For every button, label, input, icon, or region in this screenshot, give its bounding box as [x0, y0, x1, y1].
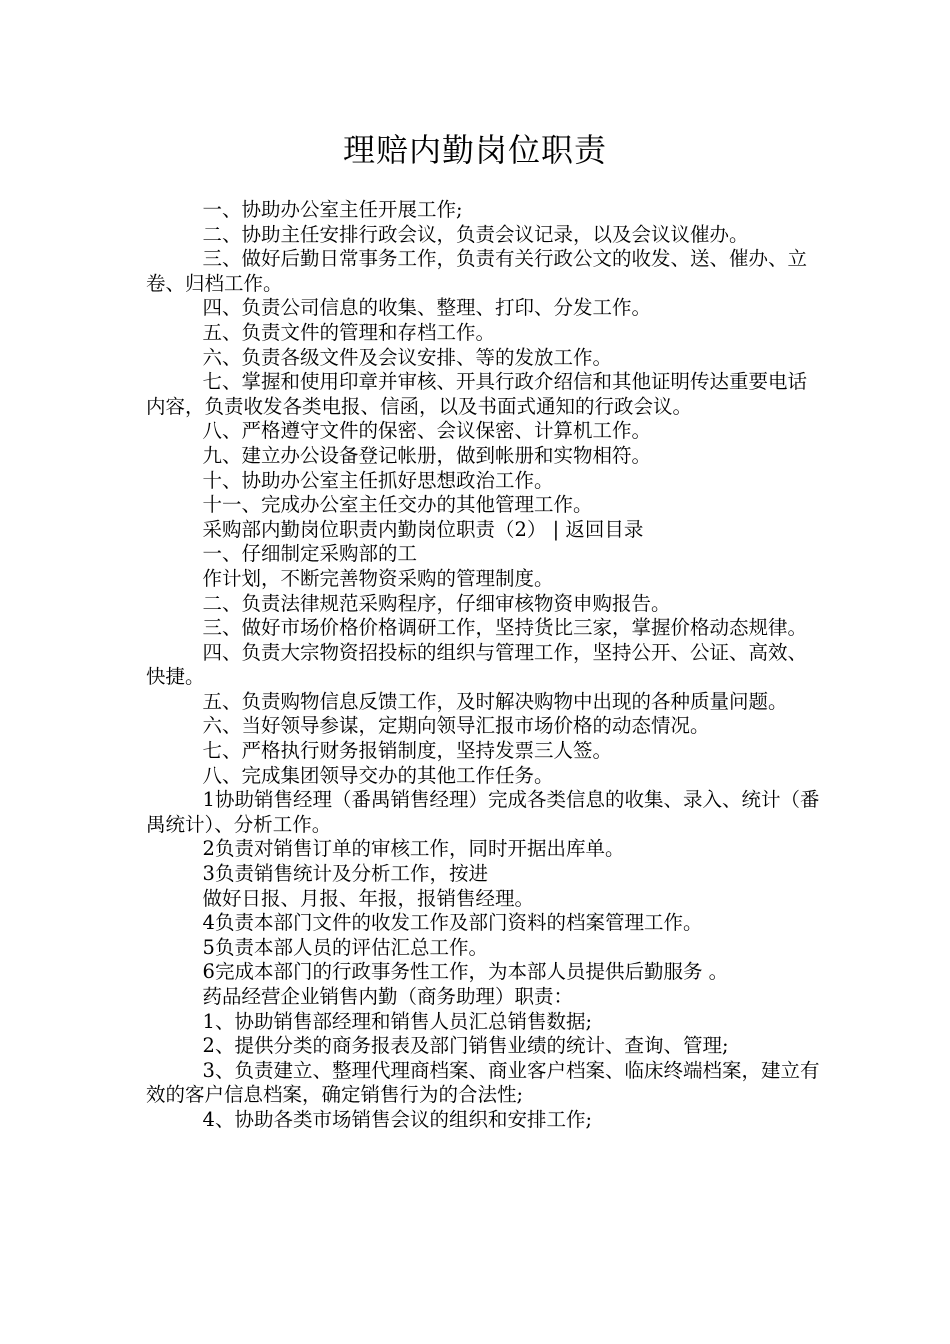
paragraph: 四、负责公司信息的收集、整理、打印、分发工作。 — [202, 296, 652, 320]
paragraph: 4负责本部门文件的收发工作及部门资料的档案管理工作。 — [202, 911, 703, 935]
paragraph: 2、提供分类的商务报表及部门销售业绩的统计、查询、管理; — [202, 1034, 729, 1058]
paragraph: 五、负责购物信息反馈工作，及时解决购物中出现的各种质量问题。 — [202, 689, 788, 713]
paragraph: 六、负责各级文件及会议安排、等的发放工作。 — [202, 345, 613, 369]
paragraph: 十、协助办公室主任抓好思想政治工作。 — [202, 468, 554, 492]
paragraph: 三、做好市场价格价格调研工作，坚持货比三家，掌握价格动态规律。 — [202, 616, 808, 640]
paragraph: 二、协助主任安排行政会议，负责会议记录，以及会议议催办。 — [202, 222, 749, 246]
paragraph: 一、仔细制定采购部的工 — [202, 542, 418, 566]
paragraph: 采购部内勤岗位职责内勤岗位职责（2） | 返回目录 — [202, 517, 644, 541]
paragraph: 作计划，不断完善物资采购的管理制度。 — [202, 566, 554, 590]
paragraph: 九、建立办公设备登记帐册，做到帐册和实物相符。 — [202, 443, 652, 467]
paragraph: 七、掌握和使用印章并审核、开具行政介绍信和其他证明传达重要电话内容，负责收发各类电报、信函，以及书面式通知的行政会议。 — [146, 370, 808, 418]
paragraph: 3、负责建立、整理代理商档案、商业客户档案、临床终端档案，建立有效的客户信息档案，确定销售行为的合法性; — [146, 1058, 820, 1107]
paragraph: 六、当好领导参谋，定期向领导汇报市场价格的动态情况。 — [202, 714, 710, 738]
paragraph: 2负责对销售订单的审核工作，同时开据出库单。 — [202, 837, 625, 861]
paragraph: 1、协助销售部经理和销售人员汇总销售数据; — [202, 1009, 593, 1033]
document-body — [146, 198, 826, 1133]
paragraph: 三、做好后勤日常事务工作，负责有关行政公文的收发、送、催办、立卷、归档工作。 — [146, 247, 808, 295]
paragraph: 1协助销售经理（番禺销售经理）完成各类信息的收集、录入、统计（番禺统计）、分析工作。 — [146, 788, 820, 836]
paragraph: 3负责销售统计及分析工作，按进 — [202, 862, 488, 886]
paragraph: 八、严格遵守文件的保密、会议保密、计算机工作。 — [202, 419, 652, 443]
paragraph: 十一、完成办公室主任交办的其他管理工作。 — [202, 493, 593, 517]
paragraph: 七、严格执行财务报销制度，坚持发票三人签。 — [202, 739, 613, 763]
paragraph: 一、协助办公室主任开展工作; — [202, 198, 463, 221]
paragraph: 四、负责大宗物资招投标的组织与管理工作，坚持公开、公证、高效、快捷。 — [146, 640, 808, 689]
paragraph: 药品经营企业销售内勤（商务助理）职责： — [202, 985, 574, 1008]
paragraph: 五、负责文件的管理和存档工作。 — [202, 320, 496, 344]
paragraph: 4、协助各类市场销售会议的组织和安排工作; — [202, 1107, 593, 1131]
paragraph: 八、完成集团领导交办的其他工作任务。 — [202, 763, 554, 787]
paragraph: 5负责本部人员的评估汇总工作。 — [202, 935, 488, 959]
paragraph: 二、负责法律规范采购程序，仔细审核物资申购报告。 — [202, 591, 671, 615]
paragraph: 6完成本部门的行政事务性工作，为本部人员提供后勤服务 。 — [202, 960, 729, 984]
paragraph: 做好日报、月报、年报，报销售经理。 — [202, 886, 535, 910]
document-title: 理赔内勤岗位职责 — [342, 131, 607, 169]
